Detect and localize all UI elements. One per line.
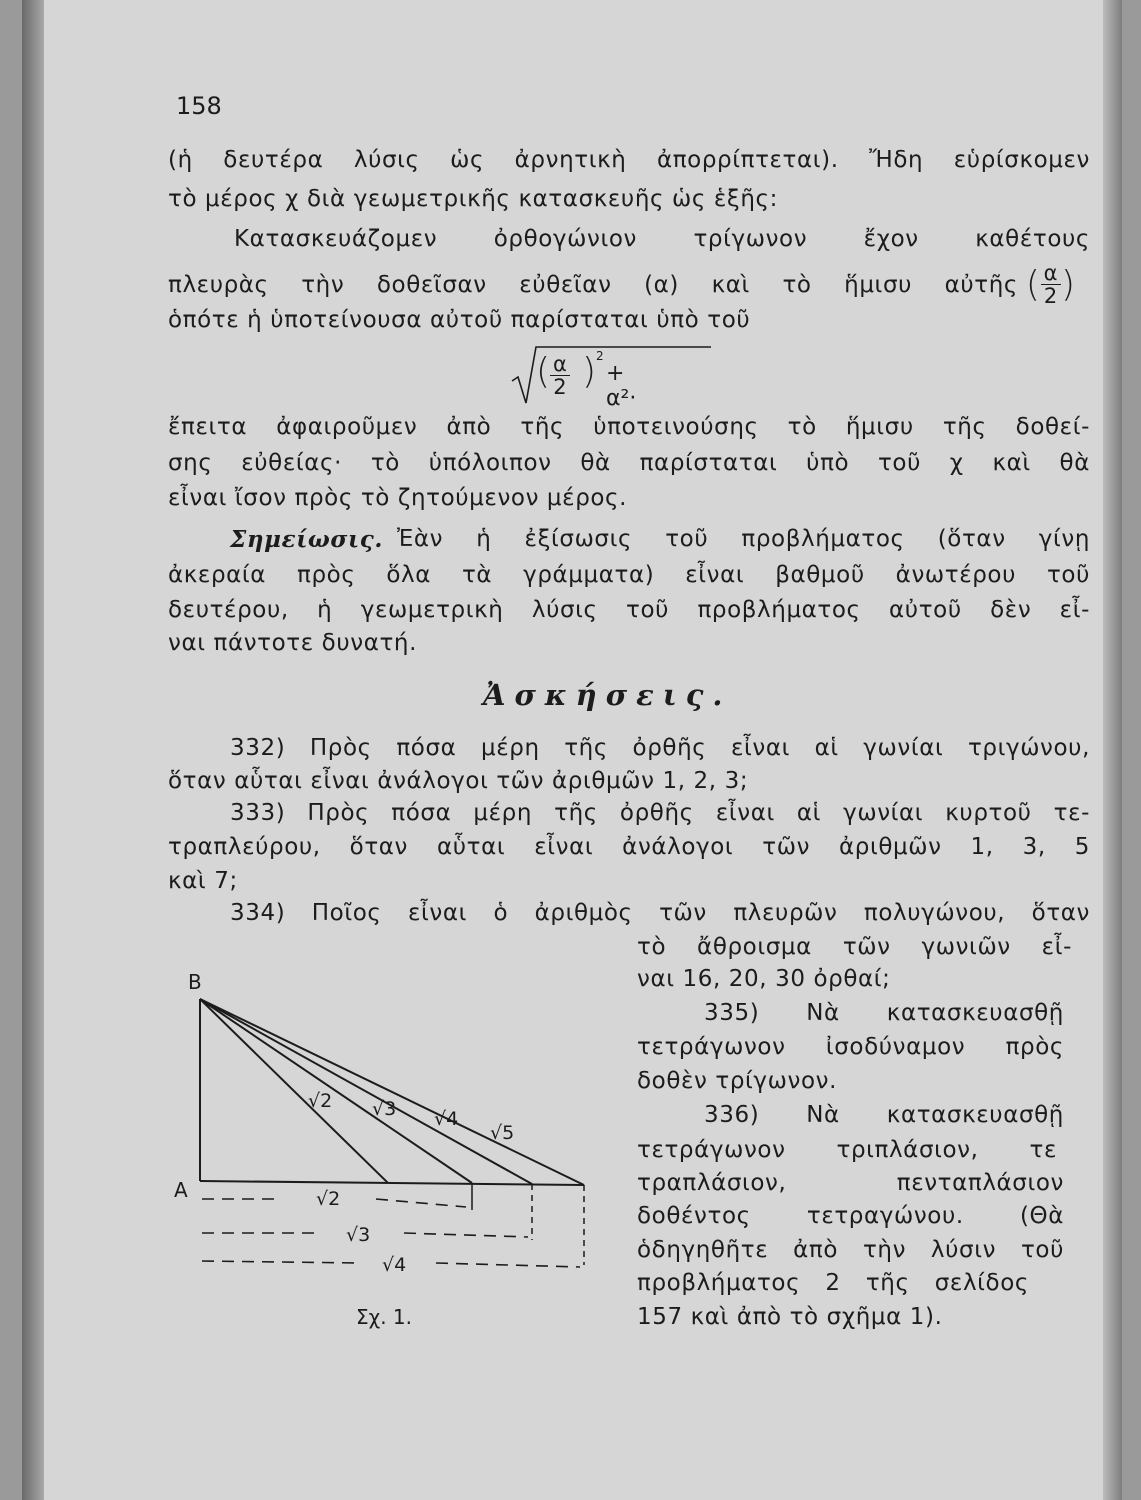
segment-sqrt4 [202,1261,362,1263]
text-line: ἔπειτα ἀφαιροῦμεν ἀπὸ τῆς ὑποτεινούσης τὸ ἥμισυ τῆς δοθεί- [168,414,1090,440]
fraction-alpha-half [550,353,570,398]
fraction-numerator: α [1041,262,1061,285]
page-edge-shadow [1103,0,1122,1500]
exercise-line: δοθὲν τρίγωνον. [637,1068,837,1094]
exercise-line: 157 καὶ ἀπὸ τὸ σχῆμα 1). [637,1304,943,1330]
hypotenuse-sqrt3 [200,999,472,1183]
text-line: τὸ μέρος χ διὰ γεωμετρικῆς κατασκευῆς ὡς ἑξῆς: [168,186,778,212]
exercise-line: 332) Πρὸς πόσα μέρη τῆς ὀρθῆς εἶναι αἱ γωνίαι τριγώνου, [230,735,1090,761]
text-line: ὁπότε ἡ ὑποτείνουσα αὐτοῦ παρίσταται ὑπὸ τοῦ [168,307,751,333]
text-line: Κατασκευάζομεν ὀρθογώνιον τρίγωνον ἔχον καθέτους [234,226,1090,252]
text-line: (ἡ δευτέρα λύσις ὡς ἀρνητικὴ ἀπορρίπτεται). Ἤδη εὑρίσκομεν [168,147,1090,173]
formula-plus-term: + α²· [606,361,637,411]
hyp-label-sqrt2: √2 [308,1090,333,1112]
exercise-line: τὸ ἄθροισμα τῶν γωνιῶν εἶ- [637,934,1072,960]
exercise-line: τραπλάσιον, πενταπλάσιον [637,1170,1064,1196]
figure-caption: Σχ. 1. [356,1305,412,1329]
hyp-label-sqrt4: √4 [434,1108,459,1130]
seg-label-sqrt2: √2 [316,1188,341,1210]
fraction-numerator: α [550,353,570,376]
hyp-label-sqrt5: √5 [490,1122,515,1144]
exercise-line: 334) Ποῖος εἶναι ὁ ἀριθμὸς τῶν πλευρῶν πολυγώνου, ὅταν [230,900,1090,926]
paren-right: ) [1061,264,1076,305]
seg-label-sqrt4: √4 [382,1254,407,1276]
page-binding-shadow [22,0,44,1500]
exercise-line: ὁδηγηθῆτε ἀπὸ τὴν λύσιν τοῦ [637,1237,1064,1263]
section-title: Ἀσκήσεις. [483,678,732,712]
exercise-line: ναι 16, 20, 30 ὀρθαί; [637,966,891,992]
exercise-line: τραπλεύρου, ὅταν αὗται εἶναι ἀνάλογοι τῶν ἀριθμῶν 1, 3, 5 [168,834,1090,860]
exercise-line: 336) Νὰ κατασκευασθῇ [704,1102,1064,1128]
fraction-alpha-half [1041,262,1061,307]
paren-right: ) [582,351,597,392]
paren-left: ( [536,351,551,392]
note-first-line [230,526,1090,553]
exercise-line: 335) Νὰ κατασκευασθῇ [704,1000,1064,1026]
text-line: πλευρὰς τὴν δοθεῖσαν εὐθεῖαν (α) καὶ τὸ ἥμισυ αὐτῆς [168,271,1018,298]
hypotenuse-sqrt4 [200,999,532,1184]
note-heading: Σημείωσις. [230,526,383,553]
note-text: ναι πάντοτε δυνατή. [168,630,417,656]
paren-left: ( [1025,264,1041,305]
label-b: B [188,970,202,994]
text-line: σης εὐθείας· τὸ ὑπόλοιπον θὰ παρίσταται ὑπὸ τοῦ χ καὶ θὰ [168,450,1090,476]
note-text: δευτέρου, ἡ γεωμετρικὴ λύσις τοῦ προβλήματος αὐτοῦ δὲν εἶ- [168,597,1090,623]
text-line-with-fraction [168,262,1090,307]
exponent: 2 [596,349,604,363]
exercise-line: τετράγωνον ἰσοδύναμον πρὸς [637,1034,1064,1060]
text-line: εἶναι ἴσον πρὸς τὸ ζητούμενον μέρος. [168,485,628,511]
fraction-denominator: 2 [1043,284,1058,308]
note-text: ἀκεραία πρὸς ὅλα τὰ γράμματα) εἶναι βαθμοῦ ἀνωτέρου τοῦ [168,562,1090,588]
page-number: 158 [176,92,222,120]
exercise-line: 333) Πρὸς πόσα μέρη τῆς ὀρθῆς εἶναι αἱ γωνίαι κυρτοῦ τε- [230,800,1090,826]
note-text: Ἐὰν ἡ ἐξίσωσις τοῦ προβλήματος (ὅταν γίνῃ [396,526,1090,552]
seg-label-sqrt3: √3 [346,1224,371,1246]
label-a: A [174,1178,188,1202]
exercise-line: δοθέντος τετραγώνου. (Θὰ [637,1203,1064,1229]
exercise-line: ὅταν αὗται εἶναι ἀνάλογοι τῶν ἀριθμῶν 1, 2, 3; [168,768,749,794]
triangle-diagram [166,965,606,1285]
exercise-line: καὶ 7; [168,868,238,894]
hyp-label-sqrt3: √3 [372,1098,397,1120]
fraction-denominator: 2 [553,375,567,399]
figure-1 [166,965,606,1289]
hypotenuse-sqrt2 [200,999,388,1183]
exercise-line: προβλήματος 2 τῆς σελίδος [637,1270,1029,1296]
exercise-line: τετράγωνον τριπλάσιον, τε [637,1137,1057,1163]
hypotenuse-sqrt5 [200,999,584,1185]
